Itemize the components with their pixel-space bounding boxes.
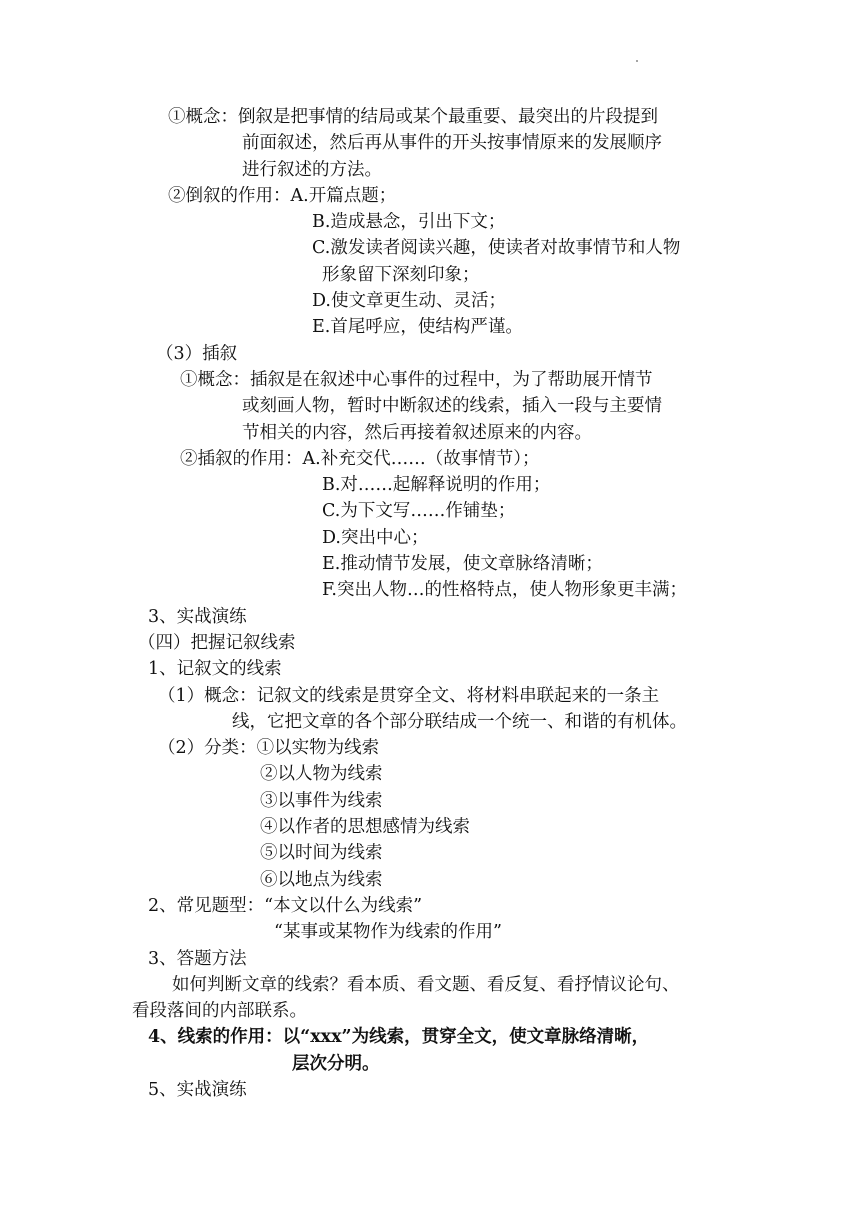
bold-heading: 4、线索的作用：以“xxx”为线索，贯穿全文，使文章脉络清晰， <box>148 1027 650 1047</box>
text-line: 前面叙述，然后再从事件的开头按事情原来的发展顺序 <box>242 133 662 153</box>
list-item: ⑥以地点为线索 <box>260 870 383 890</box>
section-heading: （3）插叙 <box>156 344 238 364</box>
text-line: 线，它把文章的各个部分联结成一个统一、和谐的有机体。 <box>232 712 687 732</box>
text-line: 如何判断文章的线索？看本质、看文题、看反复、看抒情议论句、 <box>172 975 680 995</box>
text-line: （1）概念：记叙文的线索是贯穿全文、将材料串联起来的一条主 <box>158 686 660 706</box>
text-line: ②倒叙的作用：A.开篇点题； <box>168 186 397 206</box>
text-line: D.使文章更生动、灵活； <box>312 291 506 311</box>
text-line: C.为下文写……作铺垫； <box>322 501 516 521</box>
text-line: “某事或某物作为线索的作用” <box>274 922 502 942</box>
page-dot <box>636 60 638 62</box>
text-line: D.突出中心； <box>322 528 429 548</box>
text-line: E.首尾呼应，使结构严谨。 <box>312 317 523 337</box>
text-line: E.推动情节发展，使文章脉络清晰； <box>322 554 603 574</box>
section-heading: （四）把握记叙线索 <box>138 633 296 653</box>
text-line: 节相关的内容，然后再接着叙述原来的内容。 <box>242 423 592 443</box>
section-heading: 3、答题方法 <box>148 949 247 969</box>
section-heading: 3、实战演练 <box>148 607 247 627</box>
text-line: C.激发读者阅读兴趣，使读者对故事情节和人物 <box>312 238 681 258</box>
section-heading: 5、实战演练 <box>148 1080 247 1100</box>
text-line: B.造成悬念，引出下文； <box>312 212 506 232</box>
bold-text: 层次分明。 <box>292 1054 380 1074</box>
list-item: ④以作者的思想感情为线索 <box>260 817 470 837</box>
text-line: 进行叙述的方法。 <box>242 160 382 180</box>
text-line: （2）分类：①以实物为线索 <box>158 738 380 758</box>
text-line: ①概念：插叙是在叙述中心事件的过程中，为了帮助展开情节 <box>180 370 653 390</box>
text-line: ②插叙的作用：A.补充交代……（故事情节）； <box>180 449 540 469</box>
list-item: ②以人物为线索 <box>260 764 383 784</box>
text-line: 形象留下深刻印象； <box>322 265 480 285</box>
text-line: 或刻画人物，暂时中断叙述的线索，插入一段与主要情 <box>242 396 662 416</box>
section-heading: 2、常见题型：“本文以什么为线索” <box>148 896 423 916</box>
text-line: ①概念：倒叙是把事情的结局或某个最重要、最突出的片段提到 <box>168 107 658 127</box>
text-line: F.突出人物…的性格特点，使人物形象更丰满； <box>322 580 687 600</box>
list-item: ③以事件为线索 <box>260 791 383 811</box>
text-line: 看段落间的内部联系。 <box>132 1001 307 1021</box>
text-line: B.对……起解释说明的作用； <box>322 475 551 495</box>
list-item: ⑤以时间为线索 <box>260 843 383 863</box>
section-heading: 1、记叙文的线索 <box>148 659 282 679</box>
